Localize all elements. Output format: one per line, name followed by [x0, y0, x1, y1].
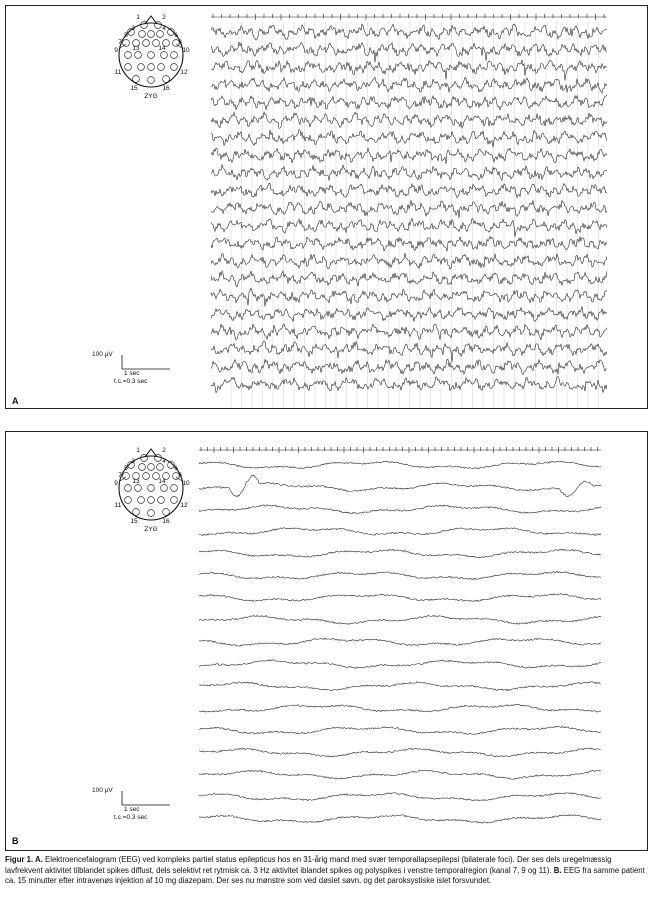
eeg-channel-trace [211, 200, 607, 218]
eeg-channel-trace [199, 660, 601, 669]
eeg-channel-trace [211, 112, 607, 128]
eeg-channel-trace [211, 24, 607, 40]
electrode-marker [141, 22, 148, 29]
montage-channel-number: 15 [130, 518, 138, 525]
montage-label: ZYG [144, 93, 158, 100]
montage-channel-number: 8 [178, 39, 182, 46]
time-label: 1 sec [124, 806, 140, 813]
electrode-marker [135, 485, 142, 492]
electrode-marker [171, 497, 178, 504]
electrode-marker [138, 497, 145, 504]
montage-channel-number: 9 [114, 47, 118, 54]
electrode-marker [155, 22, 162, 29]
montage-channel-number: 5 [124, 465, 128, 472]
electrode-montage-diagram-a [106, 10, 196, 100]
panel-letter-a: A [12, 396, 19, 406]
eeg-channel-trace [211, 376, 607, 392]
eeg-channel-trace [211, 359, 607, 374]
montage-channel-number: 7 [118, 472, 122, 479]
eeg-channel-trace [211, 183, 607, 197]
time-constant-label: t.c.=0.3 sec [114, 378, 148, 385]
montage-channel-number: 12 [180, 69, 188, 76]
eeg-channel-trace [199, 461, 601, 469]
eeg-channel-trace [199, 726, 601, 734]
montage-channel-number: 16 [162, 518, 170, 525]
eeg-channel-trace [211, 306, 607, 321]
montage-channel-number: 11 [114, 69, 122, 76]
montage-channel-number: 3 [131, 458, 135, 465]
electrode-marker [148, 31, 155, 38]
montage-channel-number: 10 [182, 47, 190, 54]
caption-text-b: EEG fra samme patient ca. 15 minutter efter intravenøs injektion af 10 mg diazepam. Der ses nu mønstre som ved døsiet søvn, og det paroksystiske islet forsvundet. [5, 865, 645, 885]
time-label: 1 sec [124, 370, 140, 377]
electrode-marker [143, 40, 150, 47]
electrode-marker [148, 485, 155, 492]
electrode-marker [148, 77, 155, 84]
montage-channel-number: 11 [114, 502, 122, 509]
montage-channel-number: 1 [136, 14, 140, 21]
electrode-marker [158, 497, 165, 504]
electrode-marker [138, 64, 145, 71]
montage-label: ZYG [144, 526, 158, 533]
montage-channel-number: 10 [182, 480, 190, 487]
caption-figure-label: Figur 1. A. [5, 855, 43, 864]
amplitude-label: 100 µV [92, 787, 113, 794]
calibration-scale-a [92, 351, 182, 391]
eeg-channel-trace [211, 253, 607, 269]
electrode-marker [125, 52, 132, 59]
montage-channel-number: 6 [174, 32, 178, 39]
caption-b-label: B. [553, 865, 562, 875]
montage-channel-number: 14 [158, 478, 166, 485]
eeg-channel-trace [199, 528, 601, 536]
electrode-marker [139, 31, 146, 38]
electrode-marker [135, 52, 142, 59]
eeg-channel-trace [211, 60, 607, 81]
montage-channel-number: 9 [114, 480, 118, 487]
montage-channel-number: 6 [174, 465, 178, 472]
eeg-channel-trace [211, 218, 607, 236]
electrode-marker [171, 52, 178, 59]
electrode-marker [133, 76, 140, 83]
figure-caption [5, 855, 649, 887]
montage-channel-number: 7 [118, 39, 122, 46]
montage-channel-number: 15 [130, 85, 138, 92]
electrode-marker [163, 76, 170, 83]
electrode-marker [161, 52, 168, 59]
panel-letter-b: B [12, 836, 19, 846]
electrode-marker [171, 64, 178, 71]
electrode-marker [125, 497, 132, 504]
electrode-marker [148, 510, 155, 517]
montage-channel-number: 13 [132, 478, 140, 485]
electrode-marker [148, 464, 155, 471]
montage-channel-number: 14 [158, 45, 166, 52]
electrode-marker [125, 64, 132, 71]
montage-channel-number: 4 [162, 458, 166, 465]
eeg-channel-trace [199, 475, 601, 496]
electrode-marker [141, 455, 148, 462]
eeg-panel-a [5, 5, 648, 409]
eeg-channel-trace [199, 770, 601, 779]
calibration-scale-b [92, 787, 182, 827]
amplitude-label: 100 µV [92, 351, 113, 358]
eeg-panel-b [5, 431, 648, 851]
electrode-marker [148, 497, 155, 504]
eeg-channel-trace [211, 236, 607, 251]
eeg-channel-trace [199, 793, 601, 801]
caption-text-a: Elektroencefalogram (EEG) ved kompleks partiel status epilepticus hos en 31-årig mand med svær temporallapsepilepsi (bilaterale foci). Der ses dels uregelmæssig lavfrekvent aktivitet tilblandet spikes diffust, dels selektivt ret rytmisk ca. 3 Hz aktivitet iblandet spikes og polyspikes i venstre temporalregion (kanal 7, 9 og 11). [5, 855, 612, 875]
electrode-marker [171, 485, 178, 492]
montage-channel-number: 2 [162, 447, 166, 454]
electrode-marker [148, 52, 155, 59]
eeg-channel-trace [199, 594, 601, 602]
eeg-traces-a [211, 14, 607, 408]
montage-channel-number: 2 [162, 14, 166, 21]
electrode-marker [163, 509, 170, 516]
montage-channel-number: 5 [124, 32, 128, 39]
eeg-channel-trace [211, 324, 607, 340]
electrode-marker [158, 64, 165, 71]
eeg-channel-trace [199, 505, 601, 514]
electrode-marker [155, 455, 162, 462]
eeg-channel-trace [199, 682, 601, 691]
eeg-channel-trace [211, 288, 607, 306]
eeg-channel-trace [211, 341, 607, 362]
montage-channel-number: 16 [162, 85, 170, 92]
eeg-channel-trace [199, 571, 601, 579]
montage-channel-number: 12 [180, 502, 188, 509]
eeg-channel-trace [199, 815, 601, 824]
eeg-channel-trace [211, 148, 607, 164]
eeg-channel-trace [211, 271, 607, 287]
eeg-channel-trace [211, 77, 607, 93]
montage-channel-number: 3 [131, 25, 135, 32]
eeg-channel-trace [211, 95, 607, 110]
electrode-marker [133, 509, 140, 516]
eeg-channel-trace [211, 165, 607, 181]
montage-channel-number: 1 [136, 447, 140, 454]
eeg-channel-trace [199, 748, 601, 757]
electrode-marker [161, 485, 168, 492]
eeg-channel-trace [211, 42, 607, 63]
electrode-marker [125, 485, 132, 492]
electrode-marker [139, 464, 146, 471]
eeg-channel-trace [211, 130, 607, 148]
montage-channel-number: 4 [162, 25, 166, 32]
eeg-channel-trace [199, 615, 601, 624]
eeg-channel-trace [199, 549, 601, 558]
eeg-channel-trace [199, 704, 601, 712]
electrode-marker [148, 64, 155, 71]
electrode-marker [143, 473, 150, 480]
montage-channel-number: 13 [132, 45, 140, 52]
eeg-traces-b [199, 447, 601, 847]
eeg-channel-trace [199, 638, 601, 646]
montage-channel-number: 8 [178, 472, 182, 479]
electrode-montage-diagram-b [106, 443, 196, 533]
time-constant-label: t.c.=0.3 sec [114, 814, 148, 821]
